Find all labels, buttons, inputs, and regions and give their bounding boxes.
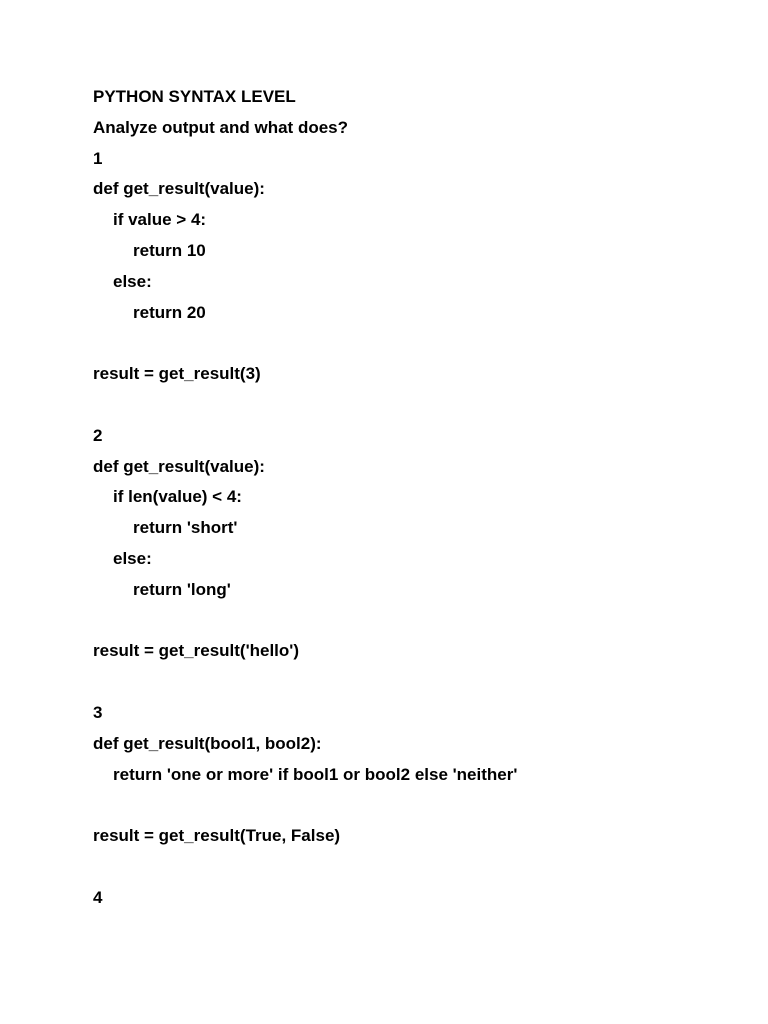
code-line: return 'one or more' if bool1 or bool2 else 'neither'	[113, 764, 518, 784]
code-line: def get_result(value):	[93, 456, 265, 476]
code-line: return 'short'	[133, 518, 238, 538]
code-line: if value > 4:	[113, 210, 207, 230]
question-number: 1	[93, 148, 103, 168]
code-line: def get_result(value):	[93, 179, 265, 199]
question-number: 3	[93, 702, 103, 722]
code-line: def get_result(bool1, bool2):	[93, 733, 322, 753]
code-line: return 20	[133, 302, 206, 322]
code-line: return 'long'	[133, 579, 231, 599]
code-line: else:	[113, 271, 152, 291]
code-line: else:	[113, 548, 152, 568]
question-number: 4	[93, 887, 103, 907]
blank-line	[93, 856, 713, 887]
blank-line	[93, 671, 713, 702]
code-line: if len(value) < 4:	[113, 487, 242, 507]
question-number: 2	[93, 425, 103, 445]
document-page	[93, 86, 713, 918]
code-line: result = get_result(3)	[93, 364, 261, 384]
blank-line	[93, 610, 713, 641]
code-line: return 10	[133, 240, 206, 260]
document-title: PYTHON SYNTAX LEVEL	[93, 87, 296, 106]
blank-line	[93, 332, 713, 363]
blank-line	[93, 394, 713, 425]
blank-line	[93, 794, 713, 825]
document-subtitle: Analyze output and what does?	[93, 117, 349, 137]
code-line: result = get_result('hello')	[93, 641, 299, 661]
code-line: result = get_result(True, False)	[93, 826, 341, 846]
